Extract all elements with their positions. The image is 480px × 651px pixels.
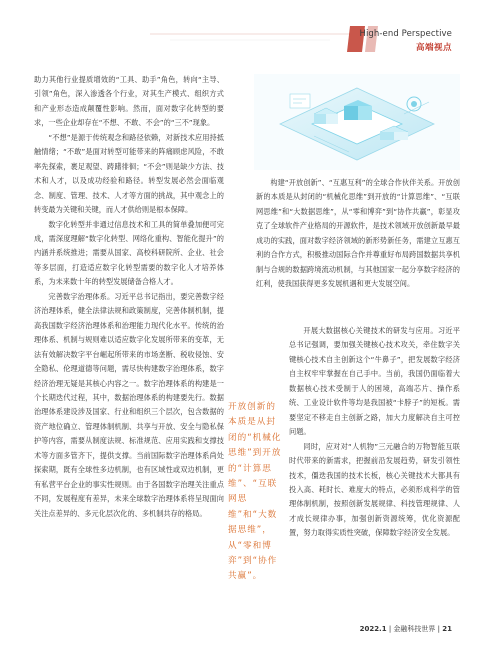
left-paragraph-4: 完善数字治理体系。习近平总书记指出，要完善数字经济治理体系，健全法律法规和政策制度，完善体制机制，提高我国数字经济治理体系和治理能力现代化水平。传统的治理体系、机制与规则难以适应数字化发展所带来的变革，无法有效解决数字平台崛起所带来的市场垄断、税收侵蚀、安全隐私、伦理道德等问题，需尽快构建数字治理体系，数字经济治理无疑是其核心内容之一。数字治理体系的构建是一个长期迭代过程，其中，数据治理体系的构建要先行。数据治理体系建设涉及国家、行业和组织三个层次，包含数据的资产地位确立、管理体制机制、共享与开放、安全与隐私保护等内容，需要从制度法规、标准规范、应用实践和支撑技术等方面多管齐下，提供支撑。当前国际数字治理体系尚处探索期，既有全球性多边机制，也有区域性或双边机制，更有私营平台企业的事实性规则。由于各国数字治理关注重点不同，发展程度有差异，未来全球数字治理体系将呈现面向关注点差异的、多元化层次化的、多机制共存的格局。 (34, 291, 224, 518)
footer-separator: | (437, 625, 443, 633)
page-footer (360, 624, 452, 634)
left-paragraph-1: 助力其他行业提质增效的“工具、助手”角色，转向“主导、引领”角色，深入渗透各个行业，对其生产模式、组织方式和产业形态造成颠覆性影响。然而，面对数字化转型的要求，一些企业却存在“不想、不敢、不会”的“三不”现象。 (34, 75, 224, 128)
right-column-bottom (289, 324, 460, 541)
left-paragraph-2: “不想”是源于传统观念和路径依赖，对新技术应用持抵触情绪；“不敢”是面对转型可能带来的阵痛顾虑风险，不敢率先探索，裹足观望、踌躇徘徊；“不会”则是缺少方法、技术和人才，以及成功经验和路径。转型发展必然会面临观念、制度、管理、技术、人才等方面的挑战，其中观念上的转变最为关键和关键，而人才供给则是根本保障。 (34, 132, 224, 215)
right-paragraph-1: 构建“开放创新”、“互惠互利”的全球合作伙伴关系。开放创新的本质是从封闭的“机械化思维”到开放的“计算思维”、“互联网思维”和“大数据思维”，从“零和博弈”到“协作共赢”，彰显攻克了全球软件产业格局的开源软件，是技术领域开放创新最早最成功的实践，面对数字经济领域的新形势新任务，需建立互惠互利的合作方式，积极推动国际合作并尊重好布局跨国数据共享机制与合规的数据跨境流动机制，与其他国家一起分享数字经济的红利，使我国获得更多发展机遇和更大发展空间。 (256, 178, 460, 289)
magazine-name: 金融科技世界 (393, 625, 436, 633)
left-column (34, 73, 224, 521)
footer-separator: | (388, 625, 394, 633)
right-paragraph-2: 开展大数据核心关键技术的研发与应用。习近平总书记强调，要加强关键核心技术攻关，牵住数字关键核心技术自主创新这个“牛鼻子”，把发展数字经济自主权牢牢掌握在自己手中。当前，我国仍面临着大数据核心技术受制于人的困境，高端芯片、操作系统、工业设计软件等均是我国被“卡脖子”的短板。需要坚定不移走自主创新之路，加大力度解决自主可控问题。 (289, 326, 460, 437)
header-banner (150, 22, 460, 56)
right-column-top (256, 176, 460, 292)
isometric-data-illustration (254, 74, 460, 170)
page-number: 21 (442, 625, 452, 633)
header-title-cn: 高端视点 (415, 43, 452, 53)
left-paragraph-3: 数字化转型并非通过信息技术和工具的简单叠加便可完成，需深度理解“数字化转型、网络化重构、智能化提升”的内涵并系统推进；需要从国家、高校科研院所、企业、社会等多层面，打造适应数字化转型需要的数字化人才培养体系，为未来数十年的转型发展储备合格人才。 (34, 219, 224, 287)
header-title-en: High-end Perspective (359, 29, 452, 39)
issue-number: 2022.1 (359, 625, 387, 633)
right-paragraph-3: 同时，应对对“人机物”三元融合的万物智能互联时代带来的新需求，把握前沿发展趋势，研发引领性技术，僵迭我国的技术长板，核心关键技术大都具有投入高、耗时长、难度大的特点，必须形成科学的管理体制机制，按照创新发展规律、科技管理规律、人才成长规律办事，加强创新资源统筹，优化资源配置，努力取得实质性突破，保障数字经济安全发展。 (289, 441, 460, 538)
pull-quote: 开放创新的本质是从封闭的“机械化思维”到开放的“计算思维”、“互联网思维”和“大数据思维”，从“零和博弈”到“协作共赢”。 (228, 402, 282, 582)
